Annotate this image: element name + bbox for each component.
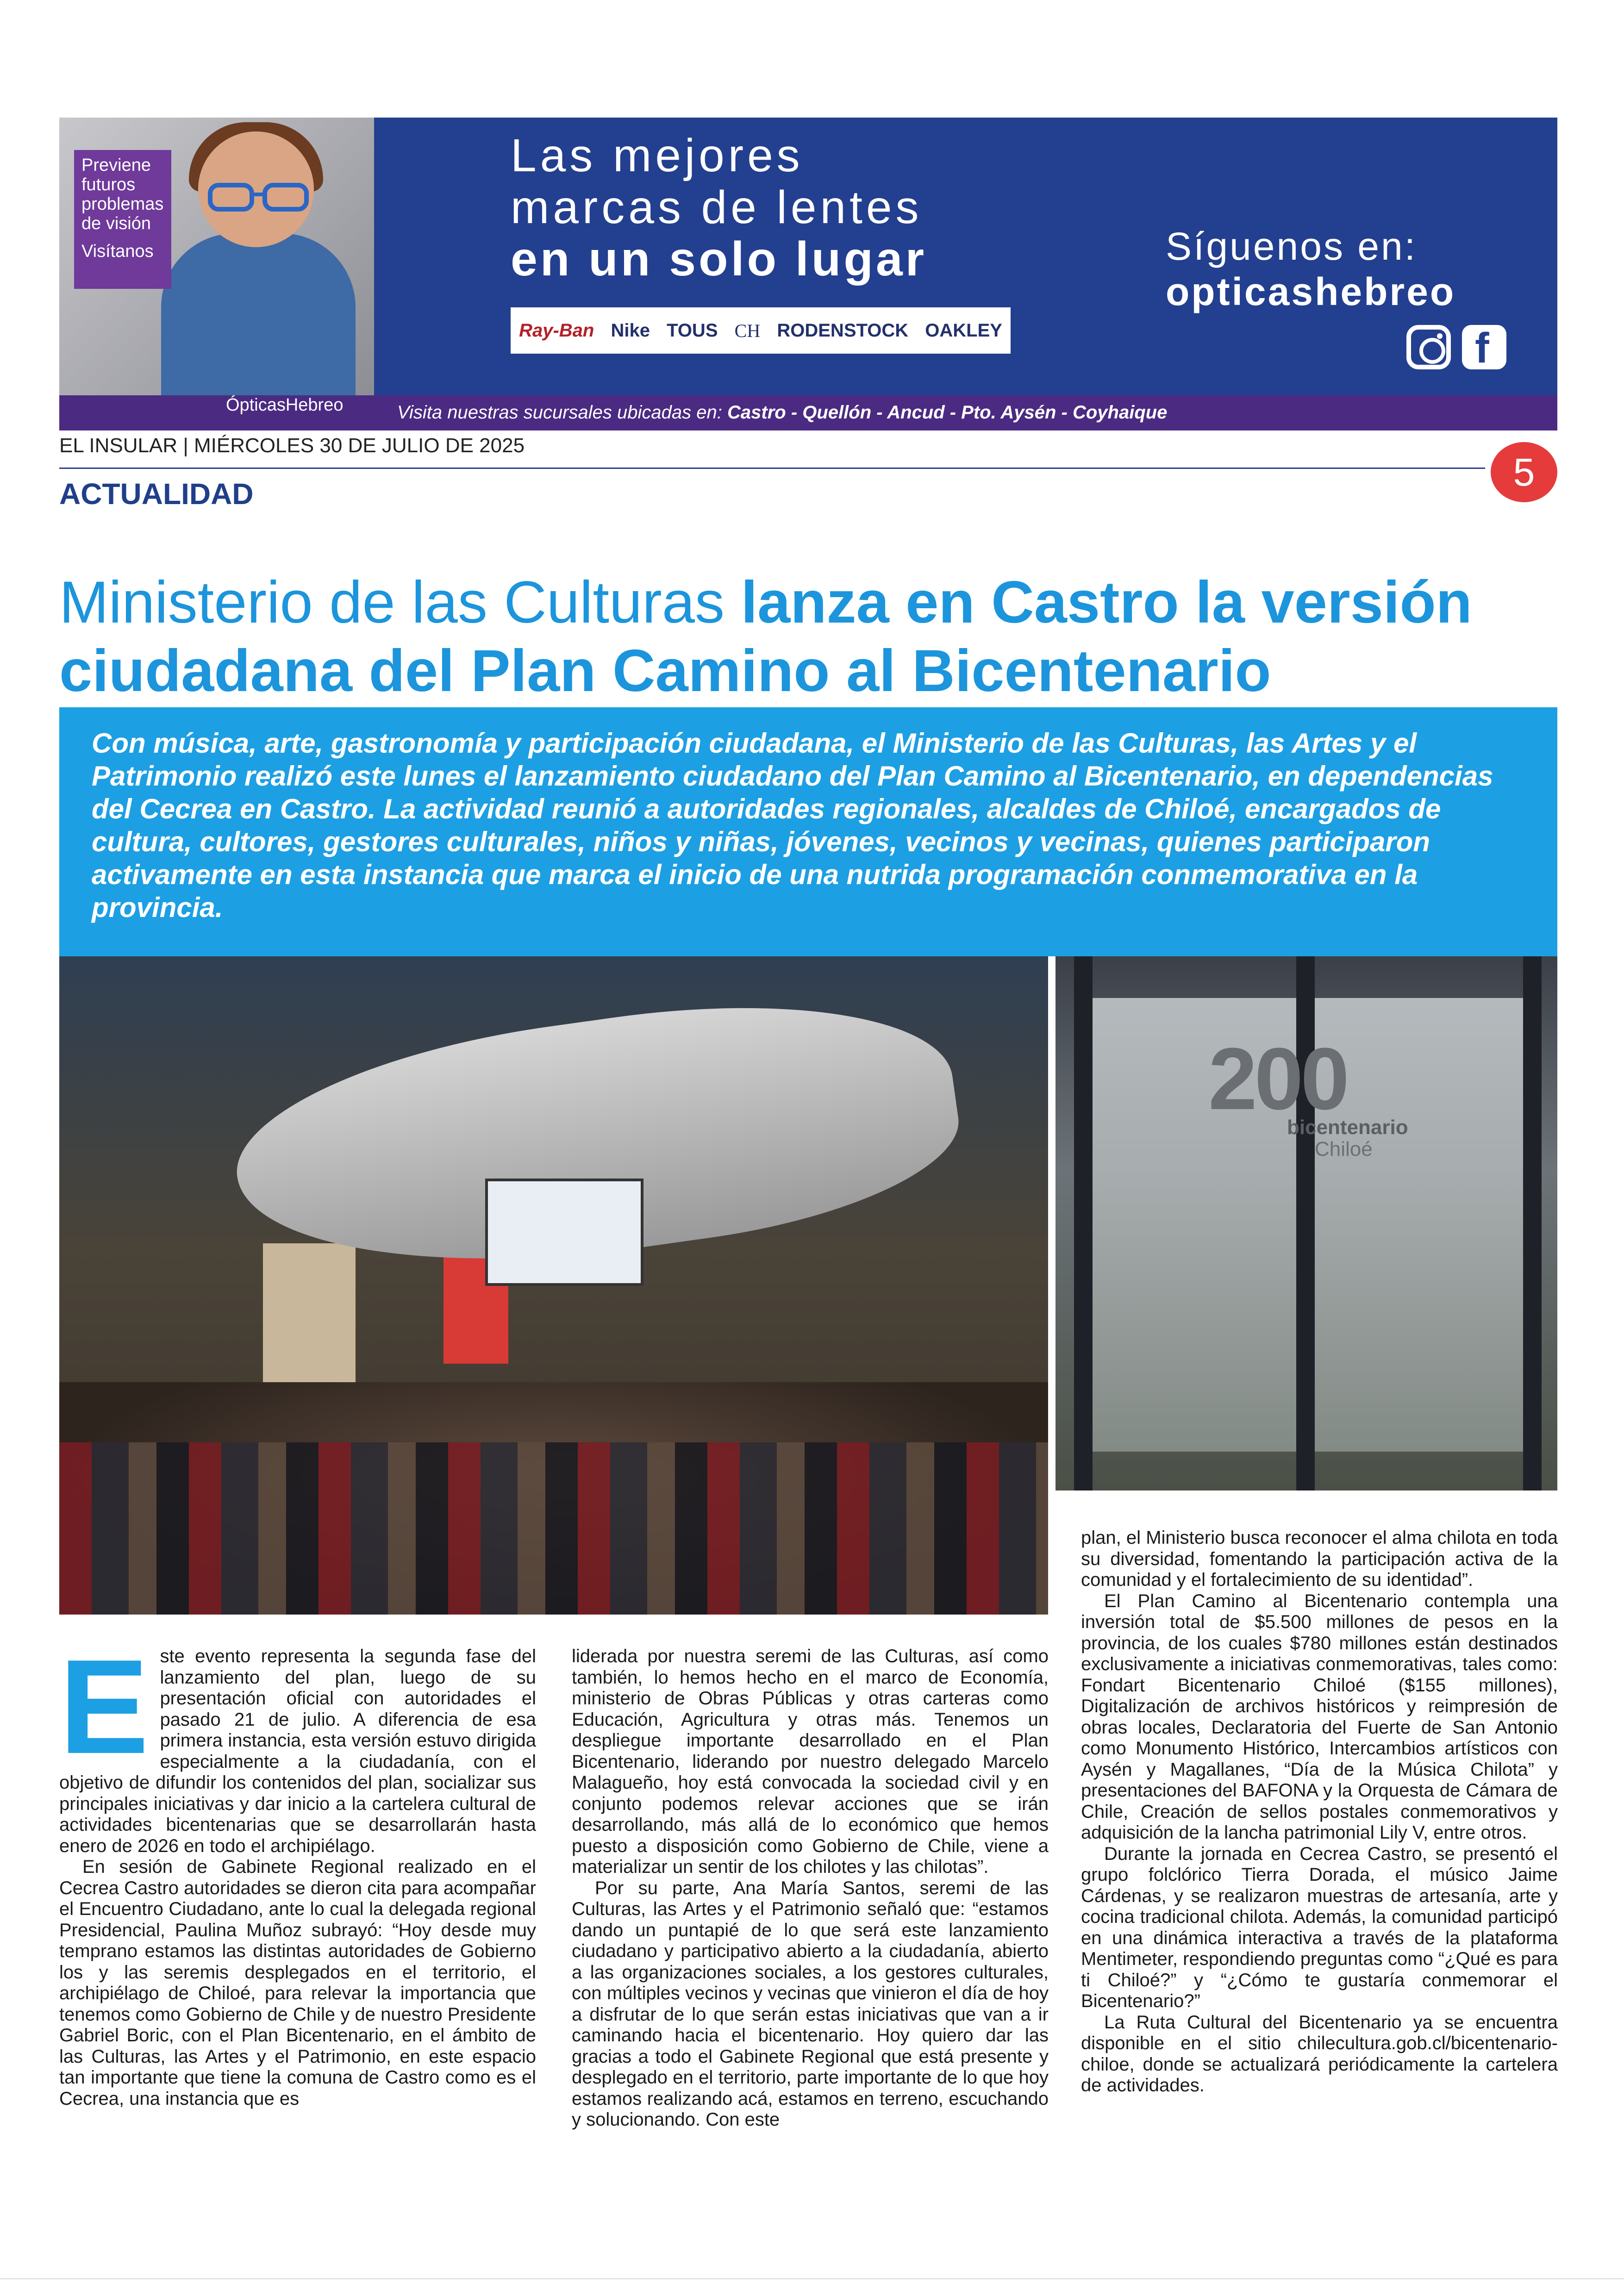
- brand-logo: CH: [734, 320, 761, 341]
- ad-follow-label: Síguenos en:: [1166, 225, 1418, 268]
- photo-window-frame: [1523, 956, 1542, 1491]
- instagram-lens-shape: [1419, 338, 1445, 364]
- page-bottom-rule: [0, 2278, 1624, 2279]
- ad-headline-line2: marcas de lentes: [511, 181, 923, 233]
- article-paragraph: El Plan Camino al Bicentenario contempla una inversión total de $5.500 millones de pesos en la provincia, de los cuales $780 millones están destinados exclusivamente a iniciativas conmemorativas, tales como: Fondart Bicentenario Chiloé ($155 millones), Digitalización de archivos históricos y reimpresión de obras locales, Declaratoria del Fuerte de San Antonio como Monumento Histórico, Intercambios artísticos con Aysén y Magallanes, “Día de la Música Chilota” y presentaciones del BAFONA y la Orquesta de Cámara de Chile, Creación de sellos postales conmemorativos y adquisición de la lancha patrimonial Lily V, entre otros.: [1081, 1590, 1558, 1843]
- article-paragraph: liderada por nuestra seremi de las Culturas, así como también, lo hemos hecho en el marco de Economía, ministerio de Obras Públicas y otras carteras como Educación, Agricultura y otras más. Tenemos un despliegue importante desarrollado en el Plan Bicentenario, liderando por nuestro delegado Marcelo Malagueño, hoy está convocada la sociedad civil y en conjunto podemos relevar acciones que se irán desarrollando, más allá de lo económico que hemos puesto a disposición como Gobierno de Chile, viene a materializar un sentir de los chilotes y las chilotas”.: [572, 1646, 1049, 1877]
- paragraph-text: ste evento representa la segunda fase del lanzamiento del plan, luego de su presentación oficial con autoridades el pasado 21 de julio. A diferencia de esa primera instancia, esta versión estuvo dirigida especialmente a la ciudadanía, con el objetivo de difundir los contenidos del plan, socializar sus principales iniciativas y dar inicio a la cartelera cultural de actividades bicentenarias que se desarrollarán hasta enero de 2026 en todo el archipiélago.: [59, 1646, 536, 1856]
- ad-brand-logo: ÓpticasHebreo: [226, 395, 344, 415]
- ad-headline-line3: en un solo lugar: [511, 232, 927, 286]
- ad-branches-label: Visita nuestras sucursales ubicadas en:: [397, 402, 722, 423]
- article-paragraph: Durante la jornada en Cecrea Castro, se presentó el grupo folclórico Tierra Dorada, el músico Jaime Cárdenas, y se realizaron muestras de artesanía, arte y cocina tradicional chilota. Además, la comunidad participó en una dinámica interactiva a través de la plataforma Mentimeter, respondiendo preguntas como “¿Qué es para ti Chiloé?” y “¿Cómo te gustaría conmemorar el Bicentenario?”: [1081, 1843, 1558, 2011]
- ad-promo-line: Previene: [81, 156, 151, 175]
- ad-child-figure: [161, 233, 356, 395]
- bicentenario-logo-place: Chiloé: [1315, 1138, 1373, 1160]
- lead-text: Con música, arte, gastronomía y participación ciudadana, el Ministerio de las Culturas, las Artes y el Patrimonio realizó este lunes el lanzamiento ciudadano del Plan Camino al Bicentenario, en dependencias del Cecrea en Castro. La actividad reunió a autoridades regionales, alcaldes de Chiloé, encargados de cultura, cultores, gestores culturales, niños y niñas, jóvenes, vecinos y vecinas, quienes participaron activamente en esta instancia que marca el inicio de una nutrida programación conmemorativa en la provincia.: [92, 728, 1493, 923]
- publication-line: EL INSULAR | MIÉRCOLES 30 DE JULIO DE 2025: [59, 434, 525, 457]
- brand-logo: RODENSTOCK: [777, 320, 909, 341]
- event-photo: [59, 956, 1048, 1615]
- ad-headline-line1: Las mejores: [511, 130, 804, 181]
- ad-banner[interactable]: [59, 118, 1557, 430]
- page-number-badge: 5: [1491, 442, 1557, 502]
- headline-light: Ministerio de las Culturas: [59, 569, 741, 636]
- article-paragraph: En sesión de Gabinete Regional realizado en el Cecrea Castro autoridades se dieron cita para acompañar el Encuentro Ciudadano, ante lo cual la delegada regional Presidencial, Paulina Muñoz subrayó: “Hoy desde muy temprano estamos las distintas autoridades de Gobierno los y las seremis desplegados en el territorio, el archipiélago de Chiloé, para relevar la importancia que tenemos como Gobierno de Chile y de nuestro Presidente Gabriel Boric, con el Plan Bicentenario, en el ámbito de las Culturas, las Artes y el Patrimonio, en este espacio tan importante que tiene la comuna de Castro como es el Cecrea, una instancia que es: [59, 1857, 536, 2109]
- ad-visit-label: Visítanos: [81, 242, 154, 261]
- article-headline: [59, 568, 1559, 705]
- ad-brand-strip: [511, 307, 1011, 354]
- article-paragraph: [59, 1632, 536, 1857]
- brand-logo: Nike: [611, 320, 650, 341]
- brand-logo: TOUS: [667, 320, 718, 341]
- bicentenario-logo-number: 200: [1208, 1030, 1347, 1128]
- ad-promo-line: de visión: [81, 214, 151, 233]
- article-paragraph: La Ruta Cultural del Bicentenario ya se encuentra disponible en el sitio chilecultura.gob.cl/bicentenario-chiloe, donde se actualizará periódicamente la cartelera de actividades.: [1081, 2012, 1558, 2095]
- facebook-icon[interactable]: f: [1462, 325, 1506, 369]
- glasses-icon: [207, 182, 309, 212]
- ad-promo-line: problemas: [81, 194, 164, 214]
- ad-branches-list: Castro - Quellón - Ancud - Pto. Aysén - Coyhaique: [727, 402, 1168, 423]
- brand-logo: Ray-Ban: [519, 320, 594, 341]
- instagram-dot-shape: [1437, 333, 1443, 339]
- bicentenario-logo-word: bicentenario: [1287, 1116, 1408, 1139]
- article-column-1: [59, 1632, 536, 2109]
- photo-window-frame: [1074, 956, 1093, 1491]
- section-title: ACTUALIDAD: [59, 477, 254, 511]
- article-column-2: [572, 1646, 1049, 2131]
- ad-promo-box: [74, 150, 171, 289]
- ad-branches: [397, 402, 1167, 423]
- ad-photo: [59, 118, 374, 395]
- brand-logo: OAKLEY: [925, 320, 1002, 341]
- photo-audience: [59, 1442, 1048, 1615]
- bicentenario-photo: [1056, 956, 1557, 1491]
- ad-promo-line: futuros: [81, 175, 136, 194]
- article-paragraph: Por su parte, Ana María Santos, seremi de las Culturas, las Artes y el Patrimonio señaló que: “estamos dando un puntapié de lo que será este lanzamiento ciudadano y participativo abierto a la ciudadanía, abierto a las organizaciones sociales, a los gestores culturales, con múltiples vecinos y vecinas que vinieron el día de hoy a disfrutar de lo que serán estas iniciativas que van a ir caminando hacia el bicentenario. Hoy quiero dar las gracias a todo el Gabinete Regional que está presente y desplegado en el territorio, parte importante de lo que hoy estamos realizando acá, estamos en terreno, escuchando y solucionando. Con este: [572, 1877, 1049, 2130]
- headline-bold: lanza en Castro la versión ciudadana del Plan Camino al Bicentenario: [59, 569, 1472, 704]
- photo-bookshelf: [263, 1243, 356, 1382]
- article-paragraph: plan, el Ministerio busca reconocer el alma chilota en toda su diversidad, fomentando la participación activa de la comunidad y el fortalecimiento de su identidad”.: [1081, 1528, 1558, 1590]
- drop-cap: E: [59, 1632, 149, 1782]
- instagram-icon[interactable]: [1406, 325, 1451, 369]
- ad-handle[interactable]: opticashebreo: [1166, 270, 1456, 313]
- photo-projection-screen: [485, 1179, 643, 1286]
- header-rule: [59, 468, 1485, 469]
- article-column-3: [1081, 1528, 1558, 2096]
